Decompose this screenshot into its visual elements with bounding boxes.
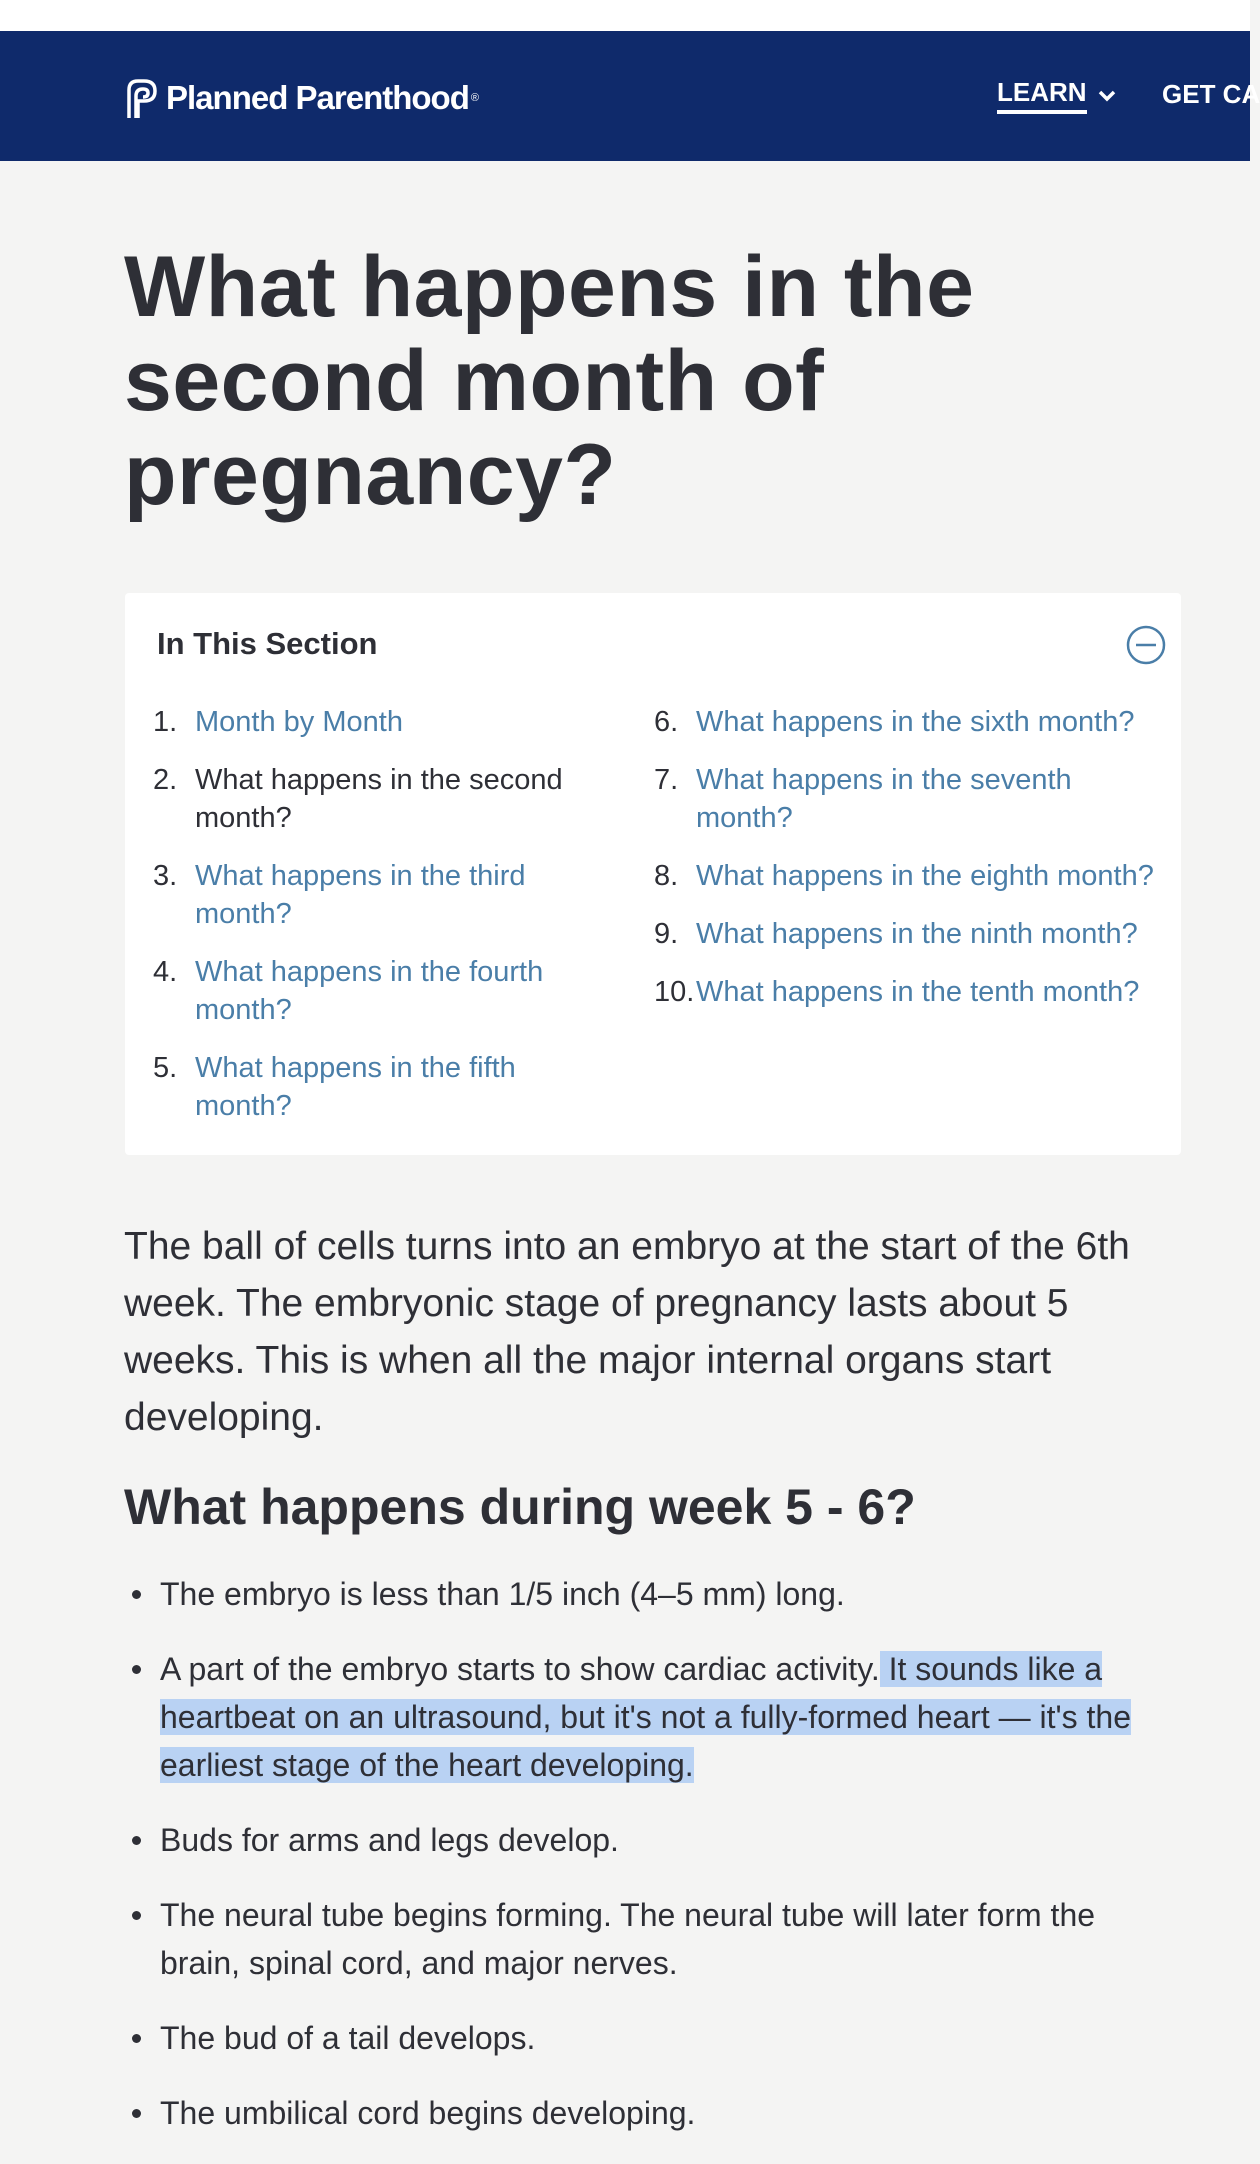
planned-parenthood-logo-icon (124, 76, 160, 120)
toc-number: 6. (654, 706, 679, 738)
toc-item[interactable] (654, 973, 1164, 1011)
list-item: Buds for arms and legs develop. (124, 1816, 1164, 1864)
week-5-6-list (124, 1570, 1164, 2164)
toc-number: 9. (654, 918, 679, 950)
toc-number: 5. (153, 1052, 178, 1084)
toc-link-tenth-month[interactable]: What happens in the tenth month? (696, 976, 1140, 1008)
nav-learn-menu[interactable] (997, 77, 1117, 114)
nav-learn-label: LEARN (997, 77, 1087, 114)
selected-text-highlight[interactable]: It sounds like a heartbeat on an ultrasound, but it's not a fully-formed heart — it's the earliest stage of the heart developing. (160, 1651, 1131, 1783)
list-item-text: A part of the embryo starts to show cardiac activity. (160, 1651, 880, 1687)
toc-link-seventh-month[interactable]: What happens in the seventh month? (696, 764, 1072, 834)
toc-link-fifth-month[interactable]: What happens in the fifth month? (195, 1052, 516, 1122)
intro-paragraph: The ball of cells turns into an embryo at the start of the 6th week. The embryonic stage of pregnancy lasts about 5 weeks. This is when all the major internal organs start developing. (124, 1225, 1130, 1439)
list-item (124, 1645, 1164, 1789)
toc-link-month-by-month[interactable]: Month by Month (195, 706, 403, 738)
toc-item[interactable] (153, 1049, 593, 1125)
toc-link-eighth-month[interactable]: What happens in the eighth month? (696, 860, 1154, 892)
toc-number: 10. (654, 976, 695, 1008)
section-title: In This Section (157, 626, 378, 661)
collapse-minus-icon[interactable] (1126, 625, 1166, 665)
toc-item[interactable] (654, 761, 1164, 837)
toc-item[interactable] (654, 703, 1164, 741)
chevron-down-icon (1097, 89, 1117, 103)
toc-column-left (153, 703, 593, 1145)
toc-item[interactable] (153, 953, 593, 1029)
toc-number: 2. (153, 764, 178, 796)
toc-number: 3. (153, 860, 178, 892)
toc-item[interactable] (153, 703, 593, 741)
brand-logo[interactable] (124, 75, 479, 121)
week-5-6-heading: What happens during week 5 - 6? (124, 1479, 916, 1535)
list-item: The bud of a tail develops. (124, 2014, 1164, 2062)
site-header (0, 31, 1260, 161)
toc-item[interactable] (654, 857, 1164, 895)
toc-number: 7. (654, 764, 679, 796)
list-item: The neural tube begins forming. The neural tube will later form the brain, spinal cord, and major nerves. (124, 1891, 1164, 1987)
toc-number: 4. (153, 956, 178, 988)
list-item: The embryo is less than 1/5 inch (4–5 mm) long. (124, 1570, 1164, 1618)
toc-number: 8. (654, 860, 679, 892)
toc-number: 1. (153, 706, 178, 738)
registered-mark: ® (470, 92, 479, 104)
toc-item-current (153, 761, 593, 837)
toc-current-second-month: What happens in the second month? (195, 764, 563, 834)
nav-get-care[interactable]: GET CA (1162, 79, 1260, 109)
toc-link-fourth-month[interactable]: What happens in the fourth month? (195, 956, 544, 1026)
toc-link-sixth-month[interactable]: What happens in the sixth month? (696, 706, 1135, 738)
in-this-section-box (125, 593, 1181, 1155)
list-item: The umbilical cord begins developing. (124, 2089, 1164, 2137)
toc-item[interactable] (654, 915, 1164, 953)
top-strip (0, 0, 1250, 31)
toc-item[interactable] (153, 857, 593, 933)
toc-column-right (654, 703, 1164, 1031)
brand-name: Planned Parenthood (166, 79, 469, 116)
page-title: What happens in the second month of pregnancy? (124, 239, 975, 523)
toc-link-third-month[interactable]: What happens in the third month? (195, 860, 526, 930)
toc-link-ninth-month[interactable]: What happens in the ninth month? (696, 918, 1138, 950)
